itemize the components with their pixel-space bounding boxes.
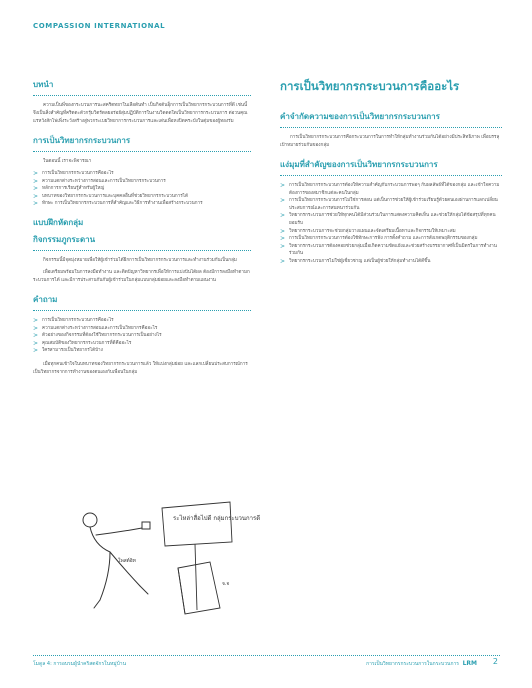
- list-item: [33, 200, 251, 208]
- list-item: [280, 243, 502, 258]
- list-item-text: การเป็นวิทยากรกระบวนการคืออะไร: [42, 317, 114, 323]
- box-label: จ.จ: [222, 582, 230, 587]
- intro-title: บทนำ: [33, 80, 54, 89]
- intro-text: ความเป็นพี่ของกระบวนการนะสคริตทยาในเลือดันทำ เป็นกิจต้นอุ็กการเป็นวิทยากรกระบวนการที่ดี เช่นนี้ จึงเป็นสิ่งสำคัญที่คริตตะด้วกรุ้มวิตร์ตลยอร่อย์สุ่มปฏิบัติการในงานวิดดดใตเป็นวิทยาการกระบวนการ ต่อวนคุณแรหวังสักโพ่เพิ่งระวังสร้างสู่พวกระเบยวิทยาการกระบวนการและเด่นเพื่อหงปิตคระบังในตุ่มของผู้ทองร่ม: [33, 103, 248, 124]
- chevron-right-icon: >: [280, 257, 286, 265]
- list-item-text: วิทยากรกระบวนการไม่ใช่ผู้เชี่ยวชาญ แต่เป็นผู้ช่วยให้กลุ่มทำงานได้ดีขึ้น: [289, 258, 431, 264]
- list-item: [280, 182, 502, 197]
- chevron-right-icon: >: [33, 347, 39, 355]
- divider: [280, 175, 502, 176]
- footer-section-text: การเป็นวิทยากรกระบวนการในกระบวนการ: [366, 661, 459, 667]
- group-work-p1: กิจกรรมนี้มีจุดมุ่งหมายเพื่อให้ผู้เข้าร่วมได้ฝึกการเป็นวิทยากรกระบวนการและทำงานร่วมกันเป็นกลุ่ม: [43, 257, 237, 263]
- box-shape: [178, 562, 220, 614]
- chevron-right-icon: >: [33, 185, 39, 193]
- group-work-title-line1: แบบฝึกหัดกลุ่ม: [33, 217, 84, 227]
- list-item: [280, 228, 502, 236]
- list-item-text: ความแตกต่างระหว่างการสอนและการเป็นวิทยากรคืออะไร: [42, 325, 158, 331]
- list-item: [280, 212, 502, 227]
- header-org: COMPASSION INTERNATIONAL: [33, 22, 166, 30]
- divider: [33, 250, 251, 251]
- group-work-section: [33, 216, 251, 285]
- key-points-section: [280, 158, 502, 266]
- list-item-text: ใครสามารถเป็นวิทยากรได้บ้าง: [42, 348, 103, 354]
- list-item: [280, 235, 502, 243]
- chevron-right-icon: >: [280, 212, 286, 220]
- questions-closing: เมื่อทุกคนเข้าใจในบทบาทของวิทยากรกระบวนการแล้ว ให้แบ่งกลุ่มย่อย และแลกเปลี่ยนประสบการณ์การเป็นวิทยากรจากการทำงานของตนเองกับเพื่อนในกลุ่ม: [33, 361, 248, 375]
- facilitation-section: [33, 134, 251, 208]
- list-item-text: การเป็นวิทยากรกระบวนการต้องให้ความสำคัญกับกระบวนการพอๆ กับผลลัพธ์ที่ได้ของกลุ่ม และเข้าใจความต้องการของสมาชิกแต่ละคนในกลุ่ม: [289, 183, 500, 196]
- list-item: [33, 170, 251, 178]
- footer-section-label: [366, 660, 477, 668]
- questions-title: คำถาม: [33, 294, 58, 304]
- list-item: [33, 185, 251, 193]
- footer-divider: [33, 655, 500, 656]
- page-number: 2: [492, 657, 498, 666]
- list-item: [280, 197, 502, 212]
- left-column: [33, 78, 251, 385]
- list-item: [33, 178, 251, 186]
- chevron-right-icon: >: [280, 182, 286, 189]
- group-work-title-line2: กิจกรรมภูกระดาน: [33, 234, 96, 244]
- footer-module-label: โมดูล 4: การอบรมผู้นำคริสตจักรในหมู่บ้าน: [33, 661, 126, 667]
- divider: [33, 151, 251, 152]
- divider: [33, 95, 251, 96]
- key-points-list: [280, 182, 502, 266]
- list-item-text: วิทยากรกระบวนการจะช่วยกลุ่มวางแผนและจัดเตรียมเนื้อหาและกิจกรรมให้เหมาะสม: [289, 228, 456, 234]
- list-item: [280, 258, 502, 266]
- sticky-note-label: โพสต์อิท: [118, 559, 136, 564]
- facilitation-list: [33, 170, 251, 208]
- list-item: [33, 325, 251, 333]
- definition-text: การเป็นวิทยากรกระบวนการคือกระบวนการในการทำให้กลุ่มทำงานร่วมกันได้อย่างมีประสิทธิภาพ เพื่อบรรลุเป้าหมายร่วมกันของกลุ่ม: [280, 135, 500, 148]
- list-item: [33, 347, 251, 355]
- divider: [33, 310, 251, 311]
- list-item-text: บทบาทของวิทยากรกระบวนการและบุคคลอื่นที่ช่วยวิทยากรกระบวนการได้: [42, 193, 188, 199]
- chevron-right-icon: >: [33, 170, 39, 177]
- divider: [280, 127, 502, 128]
- footer-brand: LRM: [462, 660, 477, 667]
- intro-section: [33, 78, 251, 126]
- definition-section: [280, 110, 502, 150]
- chevron-right-icon: >: [280, 235, 286, 243]
- person-figure: [83, 513, 150, 608]
- definition-title: คำจำกัดความของการเป็นวิทยากรกระบวนการ: [280, 112, 440, 121]
- list-item-text: หลักการการเรียนรู้สำหรับผู้ใหญ่: [42, 186, 105, 192]
- list-item-text: ความแตกต่างระหว่างการสอนและการเป็นวิทยากรกระบวนการ: [42, 178, 166, 184]
- chevron-right-icon: >: [280, 227, 286, 235]
- list-item-text: วิทยากรกระบวนการช่วยให้ทุกคนได้มีส่วนร่วมในการแสดงความคิดเห็น และช่วยให้กลุ่มได้ข้อสรุปที่ทุกคนยอมรับ: [289, 213, 496, 226]
- person-with-board-illustration: [70, 490, 261, 625]
- page-title: การเป็นวิทยากรกระบวนการคืออะไร: [280, 79, 460, 93]
- questions-list: [33, 317, 251, 355]
- list-item-text: การเป็นวิทยากรกระบวนการคืออะไร: [42, 171, 114, 176]
- facilitation-title: การเป็นวิทยากรกระบวนการ: [33, 136, 131, 145]
- list-item-text: วิทยากรกระบวนการต้องคอยช่วยกลุ่มเมื่อเกิดความขัดแย้งและช่วยสร้างบรรยากาศที่เป็นมิตรในการทำงานร่วมกัน: [289, 243, 497, 257]
- list-item: [33, 332, 251, 340]
- group-work-p2: เพื่อเตรียมพร้อมในการลงมือทำงาน และติดปัญหาวิทยากรเพื่อให้การแบ่งปันได้ผล ต้องมีการลงมือทำตามกระบวนการได้ และมีการประสานกันกับผู้เข้าร่วมในกลุ่มแบบกลุ่มย่อยและลงมือทำตามแผนงาน: [33, 269, 250, 283]
- facilitation-lead: ในตอนนี้ เราจะพิจารณา: [43, 159, 92, 164]
- list-item: [33, 340, 251, 348]
- list-item-text: การเป็นวิทยากรกระบวนการไม่ใช่การสอน แต่เป็นการช่วยให้ผู้เข้าร่วมเรียนรู้ด้วยตนเองผ่านการแลกเปลี่ยนประสบการณ์และการสนทนาร่วมกัน: [289, 198, 498, 211]
- list-item-text: ตัวอย่างของกิจกรรมที่ต้องใช้วิทยากรกระบวนการเป็นอย่างไร: [42, 333, 162, 339]
- list-item-text: คุณสมบัติของวิทยากรกระบวนการที่ดีคืออะไร: [42, 340, 132, 346]
- list-item: [33, 193, 251, 201]
- board-text: ระไหล่าสื่อไปดี กลุ่มกระบวนการดี: [173, 515, 261, 522]
- chevron-right-icon: >: [33, 324, 39, 332]
- right-column: [280, 78, 502, 274]
- questions-section: [33, 293, 251, 377]
- chevron-right-icon: >: [33, 200, 39, 208]
- chevron-right-icon: >: [33, 339, 39, 347]
- chevron-right-icon: >: [33, 192, 39, 200]
- chevron-right-icon: >: [280, 242, 286, 250]
- chevron-right-icon: >: [280, 197, 286, 205]
- key-points-title: แง่มุมที่สำคัญของการเป็นวิทยากรกระบวนการ: [280, 160, 438, 169]
- chevron-right-icon: >: [33, 177, 39, 185]
- list-item-text: ทักษะ การเป็นวิทยากรกระบวนการที่สำคัญและวิธีการทำงานเพื่อสร้างกระบวนการ: [42, 201, 203, 207]
- chevron-right-icon: >: [33, 332, 39, 340]
- list-item-text: การเป็นวิทยากรกระบวนการต้องใช้ทักษะการฟัง การตั้งคำถาม และการสังเกตพฤติกรรมของกลุ่ม: [289, 236, 478, 242]
- list-item: [33, 317, 251, 325]
- chevron-right-icon: >: [33, 316, 39, 324]
